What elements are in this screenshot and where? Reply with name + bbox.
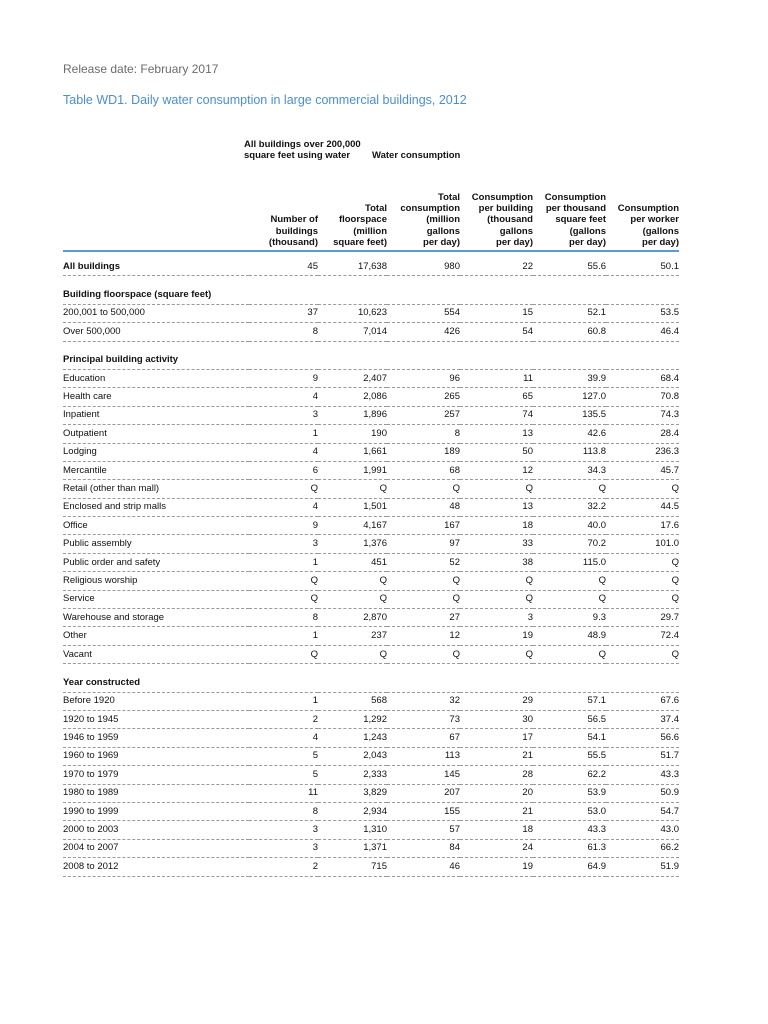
cell-value: 72.4 — [606, 627, 679, 645]
column-group-buildings — [244, 139, 361, 161]
table-row — [63, 839, 679, 857]
column-group-headers — [63, 137, 665, 163]
cell-value: 53.5 — [606, 304, 679, 322]
cell-value: 2,333 — [318, 766, 387, 784]
cell-value: Q — [387, 590, 460, 608]
cell-value: 3,829 — [318, 784, 387, 802]
cell-value: 2,934 — [318, 802, 387, 820]
cell-value: 8 — [249, 323, 318, 341]
section-heading: Year constructed — [63, 674, 679, 692]
cell-value: 70.8 — [606, 388, 679, 406]
cell-value: 56.6 — [606, 729, 679, 747]
column-header-buildings — [249, 188, 318, 251]
row-label: 2000 to 2003 — [63, 821, 249, 839]
cell-value: 207 — [387, 784, 460, 802]
row-label: Public order and safety — [63, 553, 249, 571]
table-row — [63, 406, 679, 424]
table-row — [63, 802, 679, 820]
table-row — [63, 692, 679, 710]
cell-value: 1,501 — [318, 498, 387, 516]
total-row — [63, 258, 679, 276]
table-row — [63, 480, 679, 498]
cell-value: 67 — [387, 729, 460, 747]
cell-value: 51.7 — [606, 747, 679, 765]
cell-value: 3 — [460, 609, 533, 627]
cell-value: 19 — [460, 627, 533, 645]
cell-value: Q — [533, 590, 606, 608]
cell-value: 113 — [387, 747, 460, 765]
column-header-line: buildings — [275, 225, 318, 237]
cell-value: 190 — [318, 425, 387, 443]
section-heading-row — [63, 352, 679, 370]
cell-value: 68.4 — [606, 369, 679, 387]
section-heading-row — [63, 286, 679, 304]
column-header-per-worker — [606, 188, 679, 251]
cell-value: 17.6 — [606, 517, 679, 535]
cell-value: 43.3 — [606, 766, 679, 784]
table-row — [63, 517, 679, 535]
cell-value: 155 — [387, 802, 460, 820]
table-row — [63, 461, 679, 479]
cell-value: 50.1 — [606, 258, 679, 276]
cell-value: 265 — [387, 388, 460, 406]
table-row — [63, 821, 679, 839]
column-group-buildings-line2: square feet using water — [244, 150, 351, 161]
table-row — [63, 498, 679, 516]
row-label: 2004 to 2007 — [63, 839, 249, 857]
column-header-line: Consumption — [471, 191, 533, 203]
cell-value: 9 — [249, 369, 318, 387]
spacer-cell — [63, 251, 679, 258]
cell-value: 22 — [460, 258, 533, 276]
column-header-line: Consumption — [617, 203, 679, 215]
cell-value: 2 — [249, 858, 318, 876]
cell-value: 66.2 — [606, 839, 679, 857]
cell-value: 42.6 — [533, 425, 606, 443]
column-header-line: (thousand — [487, 214, 533, 226]
cell-value: 50 — [460, 443, 533, 461]
column-header-line: floorspace — [338, 214, 387, 226]
cell-value: 57.1 — [533, 692, 606, 710]
table-row — [63, 304, 679, 322]
cell-value: 45.7 — [606, 461, 679, 479]
row-label: 200,001 to 500,000 — [63, 304, 249, 322]
cell-value: 84 — [387, 839, 460, 857]
cell-value: 2,086 — [318, 388, 387, 406]
cell-value: 568 — [318, 692, 387, 710]
cell-value: 237 — [318, 627, 387, 645]
section-heading-row — [63, 674, 679, 692]
cell-value: 10,623 — [318, 304, 387, 322]
cell-value: 4 — [249, 443, 318, 461]
cell-value: Q — [533, 645, 606, 663]
table-row — [63, 784, 679, 802]
row-label: Enclosed and strip malls — [63, 498, 249, 516]
row-label: 1946 to 1959 — [63, 729, 249, 747]
cell-value: 48 — [387, 498, 460, 516]
cell-value: Q — [606, 553, 679, 571]
cell-value: 65 — [460, 388, 533, 406]
cell-value: 3 — [249, 821, 318, 839]
cell-value: 74 — [460, 406, 533, 424]
cell-value: 451 — [318, 553, 387, 571]
cell-value: 45 — [249, 258, 318, 276]
cell-value: 13 — [460, 425, 533, 443]
cell-value: Q — [533, 572, 606, 590]
column-header-line: per thousand — [545, 203, 606, 215]
cell-value: 60.8 — [533, 323, 606, 341]
cell-value: 52 — [387, 553, 460, 571]
cell-value: Q — [387, 645, 460, 663]
cell-value: 55.5 — [533, 747, 606, 765]
cell-value: 39.9 — [533, 369, 606, 387]
cell-value: 68 — [387, 461, 460, 479]
cell-value: 4 — [249, 729, 318, 747]
cell-value: 30 — [460, 710, 533, 728]
column-header-line: (million — [353, 225, 387, 237]
row-label: Service — [63, 590, 249, 608]
column-header-line: (gallons — [569, 225, 606, 237]
row-label: Education — [63, 369, 249, 387]
row-label: All buildings — [63, 258, 249, 276]
cell-value: 21 — [460, 747, 533, 765]
cell-value: 21 — [460, 802, 533, 820]
cell-value: 28.4 — [606, 425, 679, 443]
column-header-line: (million — [426, 214, 460, 226]
row-label: Health care — [63, 388, 249, 406]
column-header-line: per day) — [423, 236, 460, 248]
cell-value: 115.0 — [533, 553, 606, 571]
column-header-line: gallons — [426, 225, 460, 237]
cell-value: Q — [318, 480, 387, 498]
cell-value: 96 — [387, 369, 460, 387]
cell-value: 3 — [249, 406, 318, 424]
cell-value: Q — [533, 480, 606, 498]
cell-value: 1,376 — [318, 535, 387, 553]
cell-value: Q — [318, 590, 387, 608]
spacer-cell — [63, 664, 679, 675]
cell-value: Q — [460, 480, 533, 498]
row-label: Over 500,000 — [63, 323, 249, 341]
row-label: 1920 to 1945 — [63, 710, 249, 728]
cell-value: Q — [318, 645, 387, 663]
cell-value: 73 — [387, 710, 460, 728]
table-row — [63, 710, 679, 728]
column-header-line: per day) — [496, 236, 533, 248]
table-row — [63, 645, 679, 663]
cell-value: Q — [460, 572, 533, 590]
cell-value: 12 — [460, 461, 533, 479]
cell-value: 43.0 — [606, 821, 679, 839]
table-spacer — [63, 341, 679, 352]
cell-value: 67.6 — [606, 692, 679, 710]
cell-value: 54.7 — [606, 802, 679, 820]
cell-value: 70.2 — [533, 535, 606, 553]
table-row — [63, 572, 679, 590]
row-label: 1980 to 1989 — [63, 784, 249, 802]
cell-value: 64.9 — [533, 858, 606, 876]
column-group-buildings-line1: All buildings over 200,000 — [244, 139, 361, 150]
column-header-line: square feet) — [333, 236, 387, 248]
table-header-row — [63, 188, 679, 251]
cell-value: 257 — [387, 406, 460, 424]
cell-value: 9.3 — [533, 609, 606, 627]
table-row — [63, 747, 679, 765]
cell-value: Q — [460, 645, 533, 663]
row-label: Public assembly — [63, 535, 249, 553]
cell-value: 53.0 — [533, 802, 606, 820]
column-header-label — [63, 188, 249, 251]
table-row — [63, 535, 679, 553]
cell-value: 980 — [387, 258, 460, 276]
cell-value: 1,292 — [318, 710, 387, 728]
cell-value: 50.9 — [606, 784, 679, 802]
cell-value: Q — [606, 480, 679, 498]
column-header-per-thousand-sqft — [533, 188, 606, 251]
cell-value: 189 — [387, 443, 460, 461]
row-label: Inpatient — [63, 406, 249, 424]
cell-value: Q — [249, 572, 318, 590]
table-row — [63, 766, 679, 784]
cell-value: 32 — [387, 692, 460, 710]
row-label: Vacant — [63, 645, 249, 663]
cell-value: 101.0 — [606, 535, 679, 553]
column-header-total-consumption — [387, 188, 460, 251]
cell-value: 34.3 — [533, 461, 606, 479]
table-row — [63, 425, 679, 443]
cell-value: 54 — [460, 323, 533, 341]
row-label: Lodging — [63, 443, 249, 461]
cell-value: 74.3 — [606, 406, 679, 424]
cell-value: 4,167 — [318, 517, 387, 535]
table-spacer — [63, 664, 679, 675]
row-label: Before 1920 — [63, 692, 249, 710]
cell-value: 17 — [460, 729, 533, 747]
table-spacer — [63, 276, 679, 287]
cell-value: 11 — [460, 369, 533, 387]
cell-value: 40.0 — [533, 517, 606, 535]
column-header-line: per worker — [630, 214, 679, 226]
cell-value: Q — [249, 590, 318, 608]
cell-value: 3 — [249, 535, 318, 553]
cell-value: 55.6 — [533, 258, 606, 276]
cell-value: 9 — [249, 517, 318, 535]
cell-value: 1,896 — [318, 406, 387, 424]
release-date: Release date: February 2017 — [63, 62, 219, 76]
cell-value: 2,870 — [318, 609, 387, 627]
row-label: 1960 to 1969 — [63, 747, 249, 765]
cell-value: 1,310 — [318, 821, 387, 839]
row-label: Retail (other than mall) — [63, 480, 249, 498]
row-label: Office — [63, 517, 249, 535]
cell-value: 18 — [460, 821, 533, 839]
cell-value: 57 — [387, 821, 460, 839]
cell-value: 46.4 — [606, 323, 679, 341]
cell-value: 11 — [249, 784, 318, 802]
cell-value: 48.9 — [533, 627, 606, 645]
cell-value: 53.9 — [533, 784, 606, 802]
cell-value: 113.8 — [533, 443, 606, 461]
column-header-line: per day) — [569, 236, 606, 248]
table-row — [63, 323, 679, 341]
table-title: Table WD1. Daily water consumption in large commercial buildings, 2012 — [63, 93, 467, 107]
cell-value: 97 — [387, 535, 460, 553]
cell-value: 1 — [249, 553, 318, 571]
cell-value: 56.5 — [533, 710, 606, 728]
table-row — [63, 388, 679, 406]
table-row — [63, 627, 679, 645]
cell-value: 12 — [387, 627, 460, 645]
column-header-line: square feet — [555, 214, 606, 226]
cell-value: 28 — [460, 766, 533, 784]
cell-value: 426 — [387, 323, 460, 341]
cell-value: 1,661 — [318, 443, 387, 461]
column-header-line: gallons — [499, 225, 533, 237]
cell-value: Q — [460, 590, 533, 608]
column-header-line: Number of — [270, 214, 318, 226]
column-header-floorspace — [318, 188, 387, 251]
cell-value: 1 — [249, 627, 318, 645]
cell-value: 8 — [387, 425, 460, 443]
cell-value: 37.4 — [606, 710, 679, 728]
cell-value: 5 — [249, 766, 318, 784]
cell-value: 3 — [249, 839, 318, 857]
cell-value: 1 — [249, 692, 318, 710]
cell-value: 554 — [387, 304, 460, 322]
table-row — [63, 609, 679, 627]
table-row — [63, 553, 679, 571]
column-header-line: Total — [365, 203, 387, 215]
cell-value: 8 — [249, 802, 318, 820]
column-header-line: consumption — [400, 203, 460, 215]
table-row — [63, 443, 679, 461]
cell-value: 24 — [460, 839, 533, 857]
table-row — [63, 590, 679, 608]
column-header-line: Consumption — [544, 191, 606, 203]
cell-value: Q — [387, 480, 460, 498]
table-row — [63, 729, 679, 747]
cell-value: 27 — [387, 609, 460, 627]
row-label: Warehouse and storage — [63, 609, 249, 627]
water-consumption-table — [63, 188, 679, 877]
cell-value: 1,371 — [318, 839, 387, 857]
cell-value: 29.7 — [606, 609, 679, 627]
cell-value: 37 — [249, 304, 318, 322]
cell-value: 2,407 — [318, 369, 387, 387]
cell-value: 135.5 — [533, 406, 606, 424]
column-group-water-consumption: Water consumption — [372, 150, 461, 161]
cell-value: 167 — [387, 517, 460, 535]
cell-value: 6 — [249, 461, 318, 479]
table-spacer — [63, 251, 679, 258]
section-heading: Building floorspace (square feet) — [63, 286, 679, 304]
cell-value: 4 — [249, 388, 318, 406]
column-header-line: (gallons — [642, 225, 679, 237]
cell-value: 2 — [249, 710, 318, 728]
cell-value: 715 — [318, 858, 387, 876]
cell-value: 20 — [460, 784, 533, 802]
cell-value: 19 — [460, 858, 533, 876]
cell-value: 52.1 — [533, 304, 606, 322]
cell-value: 54.1 — [533, 729, 606, 747]
cell-value: 2,043 — [318, 747, 387, 765]
row-label: Mercantile — [63, 461, 249, 479]
row-label: 1970 to 1979 — [63, 766, 249, 784]
row-label: Outpatient — [63, 425, 249, 443]
cell-value: 8 — [249, 609, 318, 627]
spacer-cell — [63, 341, 679, 352]
cell-value: 44.5 — [606, 498, 679, 516]
cell-value: 15 — [460, 304, 533, 322]
cell-value: 4 — [249, 498, 318, 516]
cell-value: Q — [606, 645, 679, 663]
cell-value: 29 — [460, 692, 533, 710]
row-label: Other — [63, 627, 249, 645]
cell-value: Q — [249, 480, 318, 498]
cell-value: Q — [249, 645, 318, 663]
cell-value: 17,638 — [318, 258, 387, 276]
table-row — [63, 858, 679, 876]
cell-value: 1,991 — [318, 461, 387, 479]
row-label: 1990 to 1999 — [63, 802, 249, 820]
cell-value: 1 — [249, 425, 318, 443]
cell-value: Q — [606, 572, 679, 590]
cell-value: 61.3 — [533, 839, 606, 857]
cell-value: 62.2 — [533, 766, 606, 784]
cell-value: 51.9 — [606, 858, 679, 876]
cell-value: Q — [387, 572, 460, 590]
row-label: 2008 to 2012 — [63, 858, 249, 876]
cell-value: 145 — [387, 766, 460, 784]
section-heading: Principal building activity — [63, 352, 679, 370]
column-header-line: Total — [438, 191, 460, 203]
cell-value: 236.3 — [606, 443, 679, 461]
cell-value: Q — [318, 572, 387, 590]
cell-value: 32.2 — [533, 498, 606, 516]
cell-value: 33 — [460, 535, 533, 553]
cell-value: 13 — [460, 498, 533, 516]
column-header-per-building — [460, 188, 533, 251]
cell-value: 38 — [460, 553, 533, 571]
cell-value: 7,014 — [318, 323, 387, 341]
spacer-cell — [63, 276, 679, 287]
column-header-line: per day) — [642, 236, 679, 248]
column-header-line: per building — [478, 203, 533, 215]
cell-value: 43.3 — [533, 821, 606, 839]
table-row — [63, 369, 679, 387]
cell-value: Q — [606, 590, 679, 608]
cell-value: 46 — [387, 858, 460, 876]
row-label: Religious worship — [63, 572, 249, 590]
cell-value: 1,243 — [318, 729, 387, 747]
cell-value: 18 — [460, 517, 533, 535]
column-header-line: (thousand) — [268, 236, 318, 248]
cell-value: 5 — [249, 747, 318, 765]
cell-value: 127.0 — [533, 388, 606, 406]
table-body — [63, 251, 679, 876]
